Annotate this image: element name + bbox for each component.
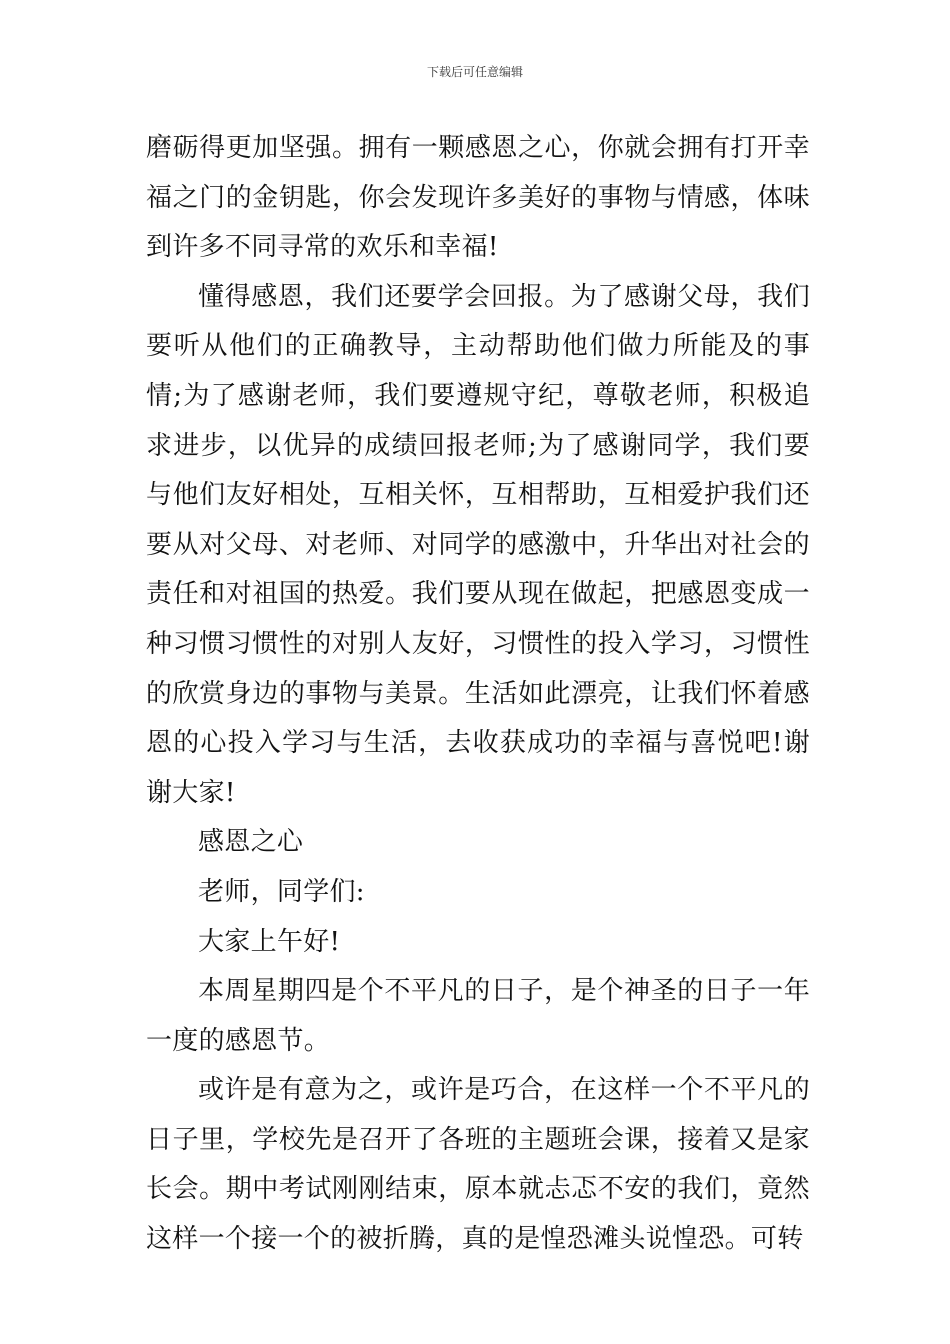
salutation: 老师，同学们:: [198, 876, 365, 907]
paragraph-4: 或许是有意为之，或许是巧合，在这样一个不平凡的日子里，学校先是召开了各班的主题班会课，接着又是家长会。期中考试刚刚结束，原本就忐忑不安的我们，竟然这样一个接一个的被折腾，真的是惶恐滩头说惶恐。可转: [146, 1075, 810, 1255]
paragraph-2: 懂得感恩，我们还要学会回报。为了感谢父母，我们要听从他们的正确教导，主动帮助他们做力所能及的事情;为了感谢老师，我们要遵规守纪，尊敬老师，积极追求进步，以优异的成绩回报老师;为了感谢同学，我们要与他们友好相处，互相关怀，互相帮助，互相爱护我们还要从对父母、对老师、对同学的感激中，升华出对社会的责任和对祖国的热爱。我们要从现在做起，把感恩变成一种习惯习惯性的对别人友好，习惯性的投入学习，习惯性的欣赏身边的事物与美景。生活如此漂亮，让我们怀着感恩的心投入学习与生活，去收获成功的幸福与喜悦吧!谢谢大家!: [146, 281, 810, 808]
page-header: 下载后可任意编辑: [426, 65, 523, 79]
greeting: 大家上午好!: [198, 926, 341, 957]
paragraph-1: 磨砺得更加坚强。拥有一颗感恩之心，你就会拥有打开幸福之门的金钥匙，你会发现许多美好的事物与情感，体味到许多不同寻常的欢乐和幸福!: [146, 133, 810, 263]
paragraph-3: 本周星期四是个不平凡的日子，是个神圣的日子一年一度的感恩节。: [146, 976, 810, 1056]
section-title: 感恩之心: [198, 827, 304, 858]
document-body: [146, 124, 810, 1265]
